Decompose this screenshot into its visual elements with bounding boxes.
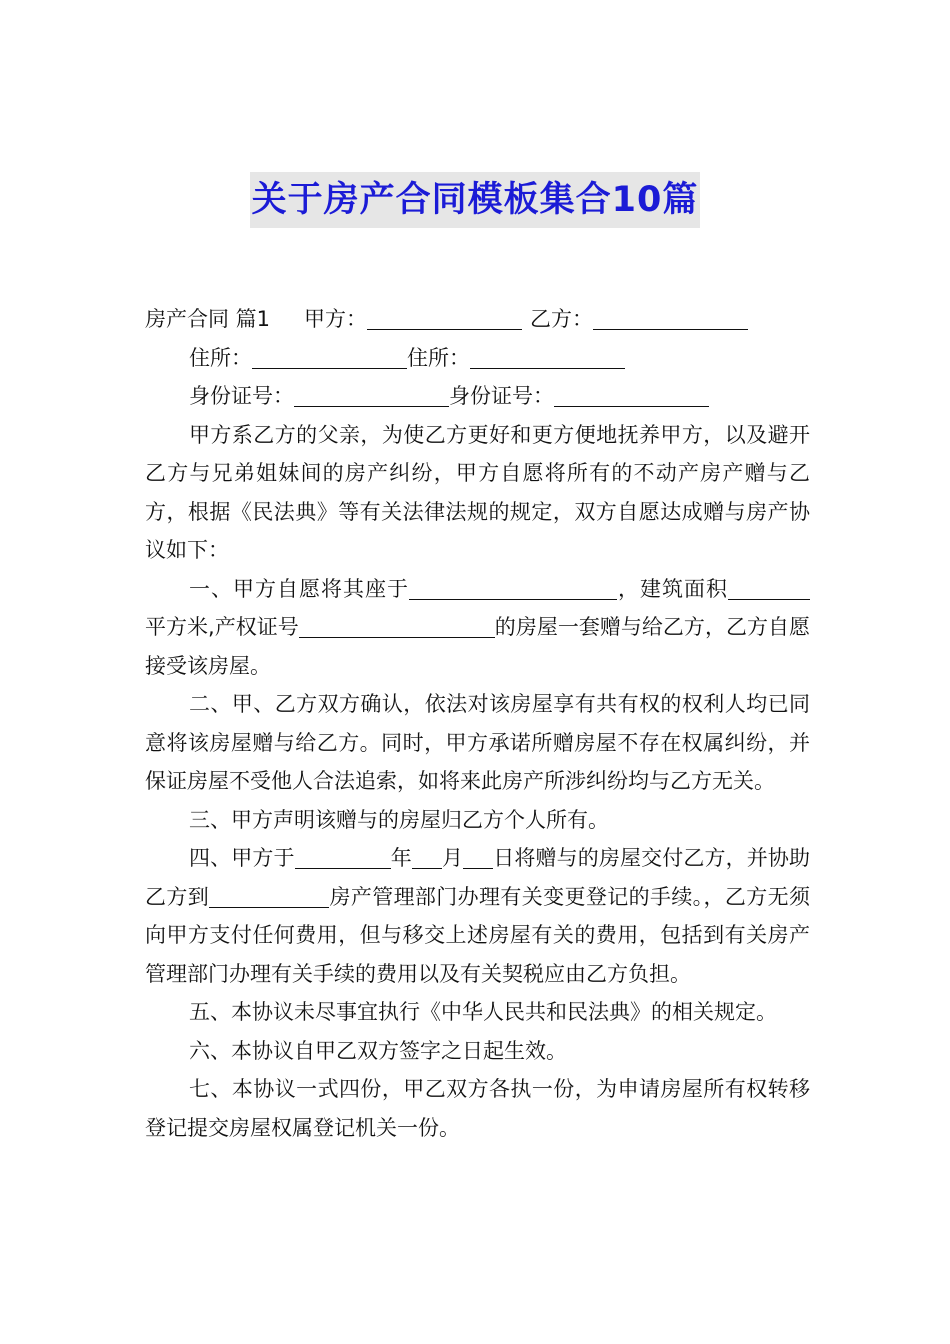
year-label: 年	[390, 846, 412, 870]
year-blank	[295, 846, 391, 869]
title-block	[0, 172, 950, 228]
party-a-label: 甲方：	[304, 307, 368, 331]
address-a-label: 住所：	[189, 345, 252, 370]
clause-1	[145, 570, 810, 686]
party-b-label: 乙方：	[530, 307, 594, 331]
clause-4	[145, 839, 810, 993]
month-blank	[412, 846, 442, 869]
day-label: 日将赠与的房屋交付乙方，并协助乙方到	[145, 846, 810, 909]
day-blank	[463, 846, 493, 869]
certificate-blank	[299, 615, 495, 638]
clause-4-text-a: 四、甲方于	[189, 846, 295, 870]
clause-3: 三、甲方声明该赠与的房屋归乙方个人所有。	[189, 807, 609, 832]
clause-7: 七、本协议一式四份，甲乙双方各执一份，为申请房屋所有权转移登记提交房屋权属登记机关一份。	[145, 1077, 810, 1140]
area-blank	[728, 577, 810, 600]
department-blank	[209, 885, 329, 908]
header-line	[145, 300, 810, 339]
id-a-blank	[294, 384, 449, 407]
id-line	[145, 377, 810, 416]
clause-1-text-c: 平方米,产权证号	[145, 615, 299, 639]
preamble-paragraph: 甲方系乙方的父亲，为使乙方更好和更方便地抚养甲方，以及避开乙方与兄弟姐妹间的房产纠纷，甲方自愿将所有的不动产房产赠与乙方，根据《民法典》等有关法律法规的规定，双方自愿达成赠与房产协议如下：	[145, 422, 810, 562]
clause-2: 二、甲、乙方双方确认，依法对该房屋享有共有权的权利人均已同意将该房屋赠与给乙方。同时，甲方承诺所赠房屋不存在权属纠纷，并保证房屋不受他人合法追索，如将来此房产所涉纠纷均与乙方无关。	[145, 692, 810, 793]
party-b-blank	[593, 307, 748, 330]
document-title: 关于房产合同模板集合10篇	[250, 172, 701, 228]
clause-1-text-b: ，建筑面积	[617, 576, 728, 601]
clause-5: 五、本协议未尽事宜执行《中华人民共和民法典》的相关规定。	[189, 1000, 777, 1024]
contract-body	[145, 300, 810, 1147]
clause-1-text-a: 一、甲方自愿将其座于	[189, 576, 409, 601]
address-b-blank	[470, 346, 625, 369]
clause-1-text-d: 的房屋一套赠与给乙方，乙方自愿接受该房屋。	[145, 615, 810, 678]
id-b-label: 身份证号：	[449, 384, 554, 408]
id-a-label: 身份证号：	[189, 384, 294, 408]
clause-4-text-b: 房产管理部门办理有关变更登记的手续。，乙方无须向甲方支付任何费用，但与移交上述房屋有关的费用，包括到有关房产管理部门办理有关手续的费用以及有关契税应由乙方负担。	[145, 884, 811, 986]
address-line	[145, 339, 810, 378]
address-b-label: 住所：	[407, 345, 470, 370]
month-label: 月	[441, 846, 464, 870]
address-a-blank	[252, 346, 407, 369]
article-label: 房产合同 篇1	[145, 307, 271, 331]
id-b-blank	[554, 384, 709, 407]
party-a-blank	[367, 307, 522, 330]
clause-6: 六、本协议自甲乙双方签字之日起生效。	[189, 1038, 567, 1063]
location-blank	[409, 577, 617, 600]
